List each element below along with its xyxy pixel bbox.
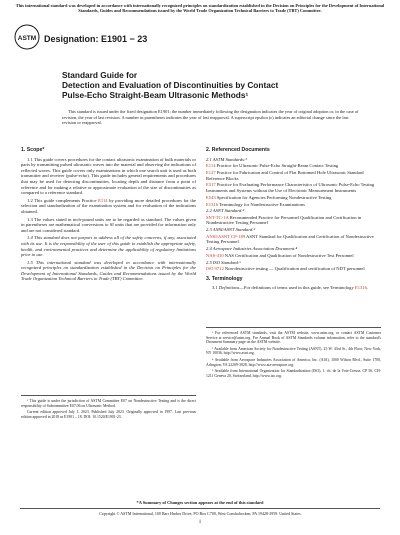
footnote: Current edition approved July 1, 2023. Published July 2023. Originally approved in 1997. Last previous edition approved in 2018 as E1901 – 18. DOI: 10.1520/E1901-23.	[21, 410, 196, 419]
copyright-line: Copyright © ASTM International, 100 Barr Harbor Drive, PO Box C700, West Conshohocken, PA 19428-2959. United States	[20, 508, 380, 516]
reference-item: ISO 9712 Non-destructive testing — Qualification and certification of NDT personnel	[206, 266, 365, 272]
left-column	[21, 148, 196, 284]
reference-link[interactable]: SNT-TC-1A	[206, 214, 229, 220]
footnote: ¹ This guide is under the jurisdiction of ASTM Committee E07 on Nondestructive Testing and is the direct responsibility of Subcommittee E07.06 on Ultrasonic Method.	[21, 399, 196, 408]
references-heading: 2. Referenced Documents	[206, 147, 270, 153]
reference-item: SNT-TC-1A Recommended Practice for Personnel Qualification and Certification in Nondestructive Testing Personnel	[206, 214, 362, 226]
right-column	[206, 148, 381, 293]
reference-link[interactable]: ANSI/ASNT CP-189	[206, 233, 246, 239]
reference-link[interactable]: E127	[206, 169, 216, 175]
scope-paragraph: 1.5 This international standard was developed in accordance with internationally recognized principles on standardization established in the Decision on Principles for the Development of International Standards, Guides and Recommendations issued by the World Trade Organization Technical Barriers to Trade (TBT) Committee.	[21, 259, 196, 282]
astm-standards-heading: 2.1 ASTM Standards:²	[206, 156, 247, 162]
title-line: Standard Guide for	[62, 70, 138, 80]
reference-link[interactable]: E114	[206, 163, 216, 169]
scope-paragraph: 1.2 This guide complements Practice E114 by providing more detailed procedures for the selection and standardization of the examination system and for evaluation of the indications obtained.	[21, 197, 196, 214]
reference-item: E317 Practice for Evaluating Performance Characteristics of Ultrasonic Pulse-Echo Testing Instruments and Systems without the Use of Electronic Measurement Instruments	[206, 182, 375, 193]
tbt-notice: This international standard was developed in accordance with internationally recognized principles on standardization established in the Decision on Principles for the Development of International Standards, Guides and Recommendations issued by the World Trade Organization Technical Barriers to Trade (TBT) Committee.	[15, 3, 385, 14]
reference-item: E114 Practice for Ultrasonic Pulse-Echo Straight-Beam Contact Testing	[206, 163, 339, 169]
terminology-heading: 3. Terminology	[206, 275, 243, 282]
terminology-paragraph: 3.1 Definitions—For definitions of terms used in this guide, see Terminology E1316.	[212, 285, 369, 291]
designation: Designation: E1901 − 23	[44, 34, 148, 44]
iso-standard-heading: 2.5 ISO Standard:⁵	[206, 259, 241, 265]
reference-link[interactable]: E1316	[206, 201, 218, 207]
reference-link[interactable]: E543	[206, 194, 216, 200]
footnote: ⁴ Available from Aerospace Industries Association of America, Inc. (AIA), 1000 Wilson Blvd., Suite 1700, Arlington, VA 22209-3928, http://www.aia-aerospace.org.	[206, 357, 381, 367]
title-line: Detection and Evaluation of Discontinuities by Contact	[62, 80, 279, 90]
scope-paragraph: 1.4 This standard does not purport to address all of the safety concerns, if any, associated with its use. It is the responsibility of the user of this guide to establish the appropriate safety, health, and environmental practices and determine the applicability of regulatory limitations prior to use.	[21, 235, 196, 258]
svg-text:ASTM: ASTM	[17, 35, 37, 42]
asnt-standard-heading: 2.2 ASNT Standard:³	[206, 208, 245, 214]
ansi-standard-heading: 2.3 ANSI/ASNT Standard:³	[206, 227, 256, 233]
reference-item: E127 Practice for Fabrication and Control of Flat Bottomed Hole Ultrasonic Standard Reference Blocks	[206, 169, 364, 181]
footnote: ⁵ Available from International Organization for Standardization (ISO), 1, ch. de la Voie-Creuse, CP 56, CH-1211 Geneva 20, Switzerland, http://www.iso.org.	[206, 369, 381, 378]
reference-link[interactable]: E317	[206, 182, 216, 188]
scope-paragraph: 1.1 This guide covers procedures for the contact ultrasonic examination of bulk materials or parts by transmitting pulsed ultrasonic waves into the material and observing the indications of reflected waves. This guide covers only examinations in which one search unit is used as both transmitter and receiver (pulse-echo). This guide includes general requirements and procedures that may be used for detecting discontinuities, locating depth and distance from a point of reference and for making a relative or approximate evaluation of the size of discontinuities as compared to a reference standard.	[21, 156, 196, 196]
left-footnotes	[21, 395, 196, 421]
astm-logo-icon	[14, 24, 40, 52]
right-footnotes	[206, 327, 381, 380]
page-number: 1	[198, 520, 202, 525]
reference-link[interactable]: ISO 9712	[206, 266, 224, 272]
document-title	[62, 70, 362, 100]
scope-heading: 1. Scope*	[21, 147, 45, 153]
summary-of-changes-note: *A Summary of Changes section appears at the end of this standard	[136, 500, 264, 505]
reference-item: E1316 Terminology for Nondestructive Examinations	[206, 201, 305, 207]
reference-link[interactable]: NAS-410	[206, 252, 224, 258]
title-line: Pulse-Echo Straight-Beam Ultrasonic Methods¹	[62, 90, 249, 100]
footnote: ³ Available from American Society for Nondestructive Testing (ASNT), 25 W. 43rd St., 4th Floor, New York, NY 10036, http://www.asnt.org.	[206, 346, 381, 356]
reference-link[interactable]: E114	[98, 197, 108, 203]
reference-item: NAS-410 NAS Certification and Qualification of Nondestructive Test Personnel	[206, 252, 354, 258]
aia-document-heading: 2.4 Aerospace Industries Association Document:⁴	[206, 246, 298, 252]
standard-note: This standard is issued under the fixed designation E1901; the number immediately following the designation indicates the year of original adoption or, in the case of revision, the year of last revision. A number in parentheses indicates the year of last reapproval. A superscript epsilon (ε) indicates an editorial change since the last revision or reapproval.	[62, 109, 359, 125]
reference-link[interactable]: E1316	[354, 285, 367, 291]
reference-item: E543 Specification for Agencies Performing Nondestructive Testing	[206, 194, 332, 200]
reference-item: ANSI/ASNT CP-189 ASNT Standard for Qualification and Certification of Nondestructive Testing Personnel	[206, 233, 374, 245]
footnote: ² For referenced ASTM standards, visit the ASTM website, www.astm.org, or contact ASTM Customer Service at service@astm.org. For Annual Book of ASTM Standards volume information, refer to the standard's Document Summary page on the ASTM website.	[206, 331, 381, 345]
scope-paragraph: 1.3 The values stated in inch-pound units are to be regarded as standard. The values given in parentheses are mathematical conversions to SI units that are provided for information only and are not considered standard.	[21, 216, 196, 233]
